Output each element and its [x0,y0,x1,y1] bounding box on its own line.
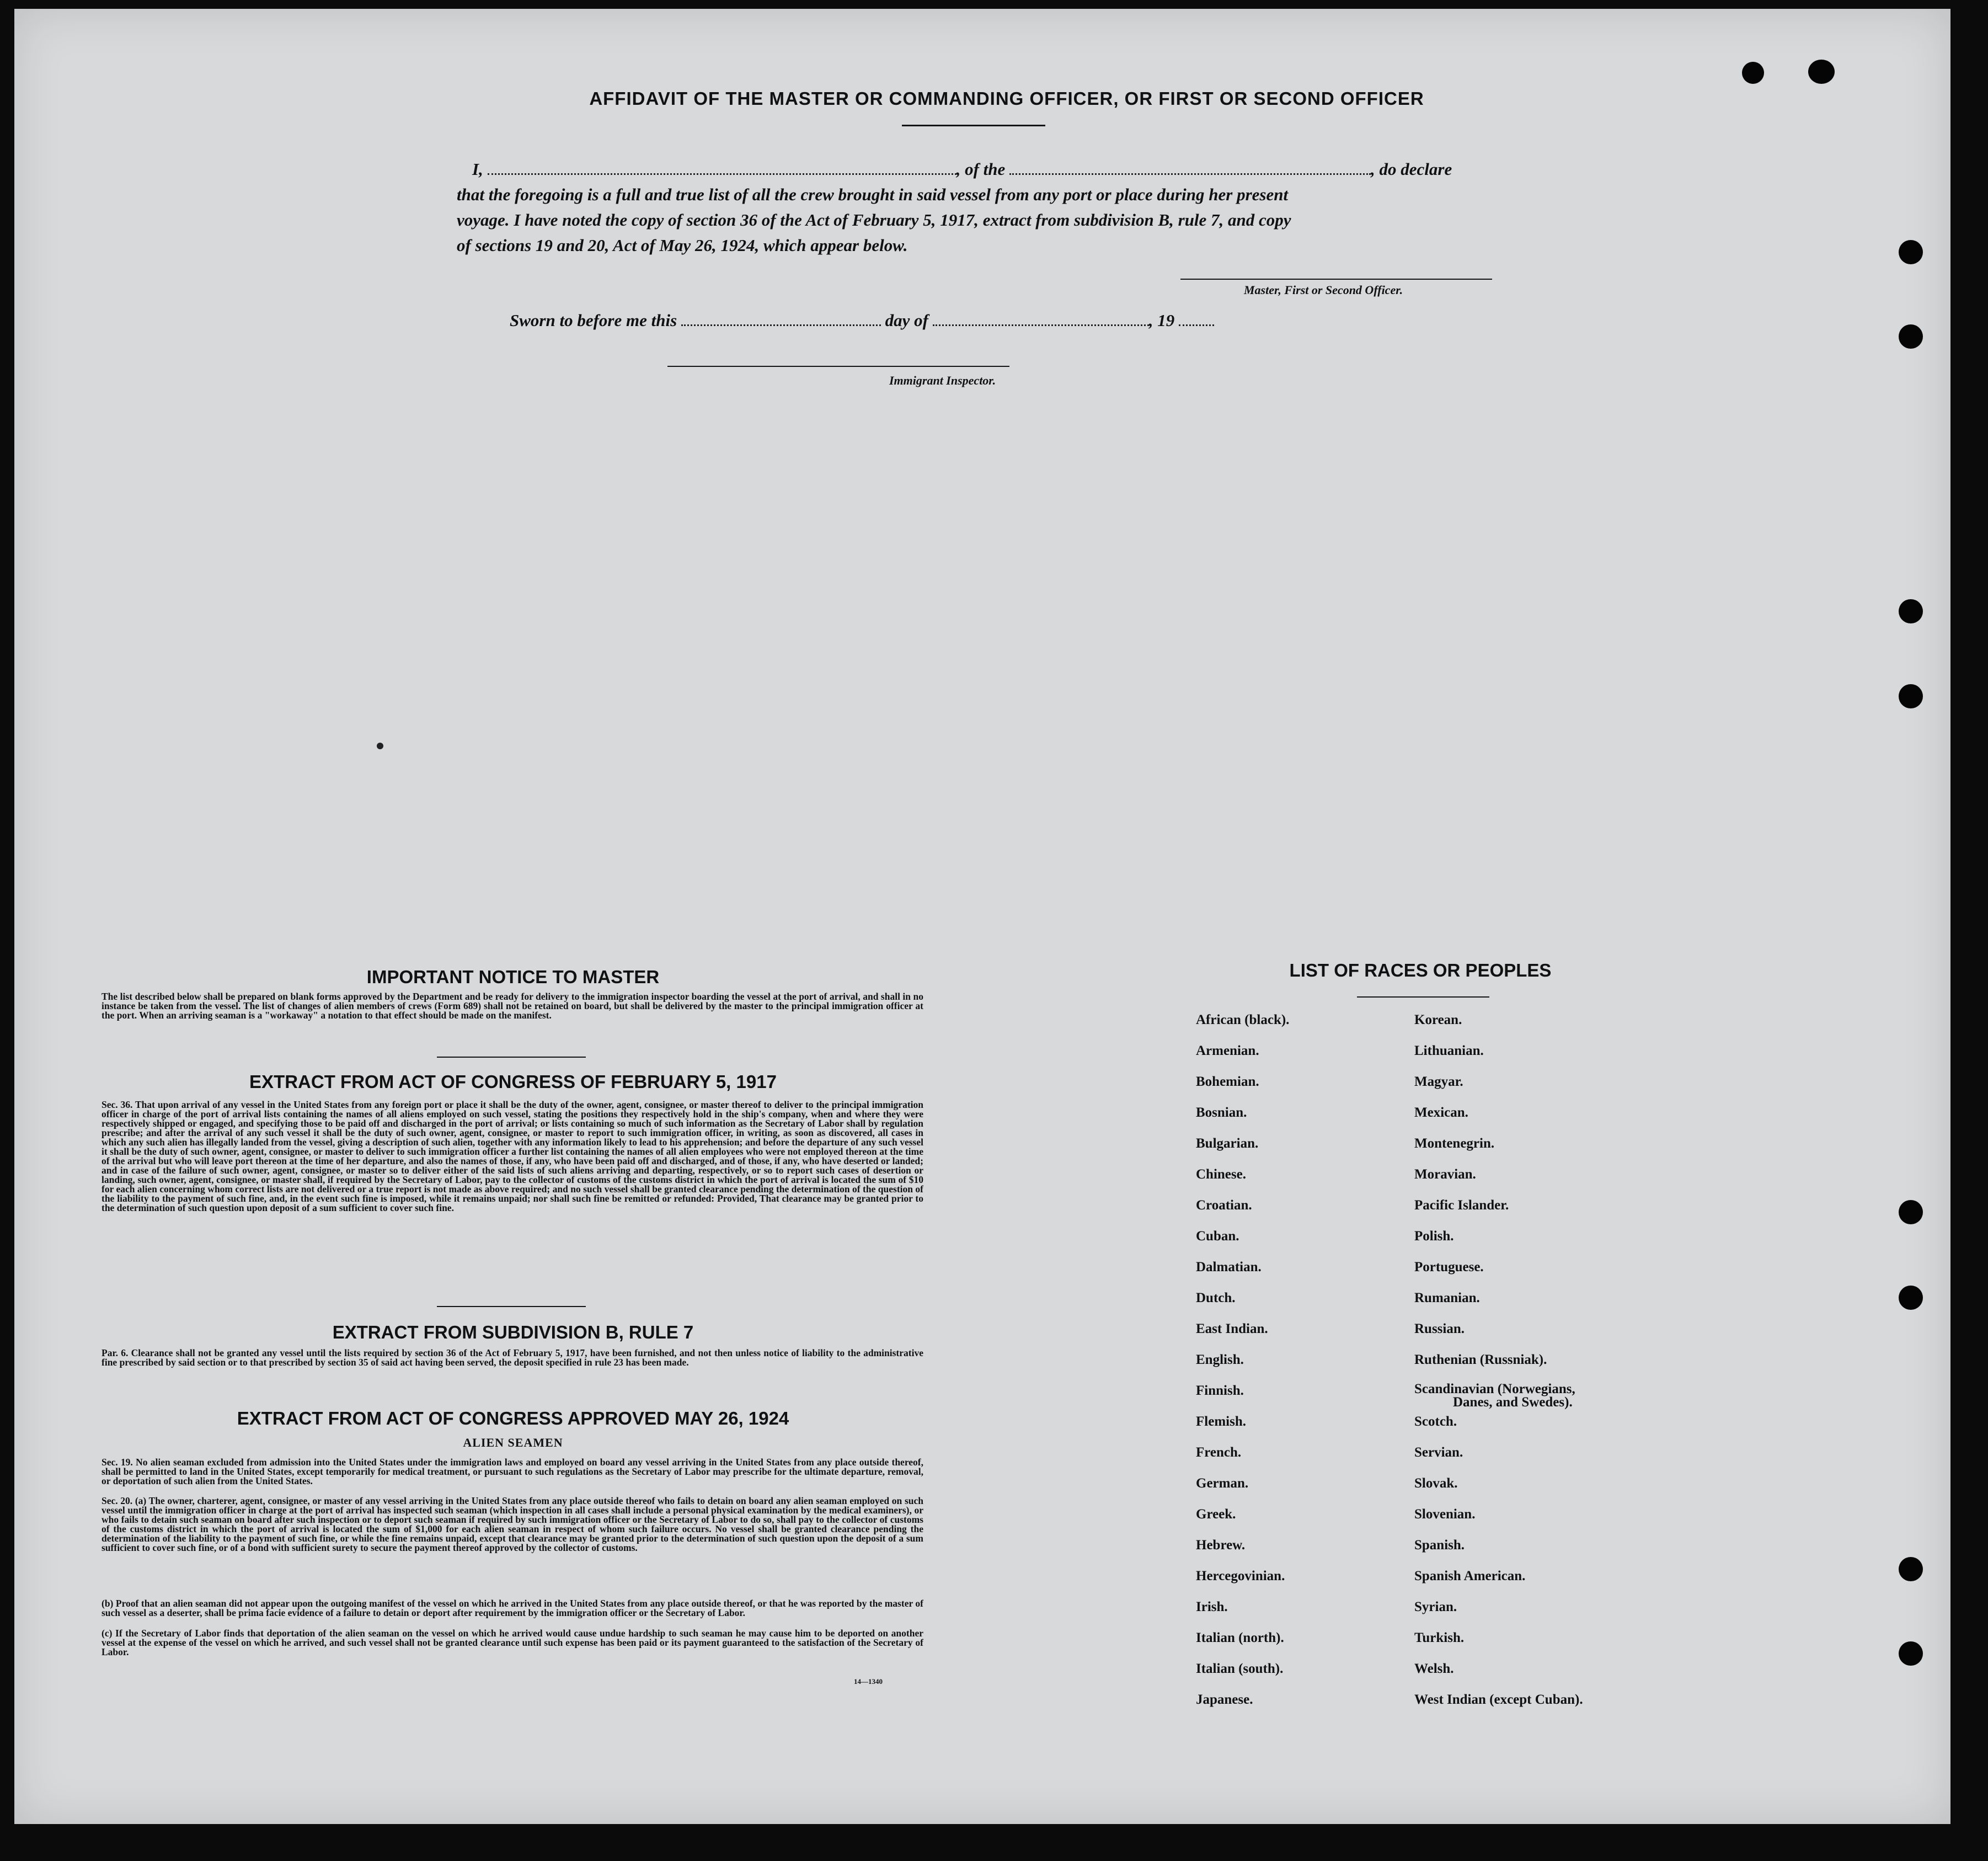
race-item: Montenegrin. [1414,1136,1495,1151]
sec-20a-text: Sec. 20. (a) The owner, charterer, agent, consignee, or master of any vessel arriving in the United States from any place outside thereof who fails to detain on board any alien seaman employed on such vessel until the immigration officer in charge at the port of arrival has inspected such seaman (which inspection in all cases shall include a personal physical examination by the medical examiners), or who fails to detain such seaman on board after such inspection or to deport such seaman if required by such immigration officer or the Secretary of Labor to do so, shall pay to the collector of customs of the customs district in which the port of arrival is located the sum of $1,000 for each alien seaman in respect of whom such failure occurs. No vessel shall be granted clearance pending the determination of the liability to the payment of such fine, or while the fine remains unpaid, except that clearance may be granted prior to the determination of such question upon the deposit of a sum sufficient to cover such fine, or of a bond with sufficient surety to secure the payment thereof approved by the collector of customs. [101,1495,923,1553]
race-item: English. [1196,1352,1244,1367]
subdivision-title: EXTRACT FROM SUBDIVISION B, RULE 7 [332,1322,694,1342]
affidavit-line-4: of sections 19 and 20, Act of May 26, 1924, which appear below. [457,236,908,255]
punch-hole [1899,1641,1923,1666]
notice-title: IMPORTANT NOTICE TO MASTER [366,967,660,987]
race-item: Pacific Islander. [1414,1198,1509,1213]
race-item: Hebrew. [1196,1538,1246,1553]
race-item: Bulgarian. [1196,1136,1259,1151]
race-item: Slovenian. [1414,1507,1476,1522]
race-item: Finnish. [1196,1383,1244,1398]
race-item: Italian (north). [1196,1630,1284,1645]
alien-seamen-subhead: ALIEN SEAMEN [463,1436,563,1449]
punch-hole [1899,1557,1923,1581]
race-item: Japanese. [1196,1692,1253,1707]
race-item: Spanish American. [1414,1569,1526,1583]
race-item: Magyar. [1414,1074,1463,1089]
punch-hole [1899,324,1923,349]
affidavit-title: AFFIDAVIT OF THE MASTER OR COMMANDING OFFICER, OR FIRST OR SECOND OFFICER [589,88,1424,109]
race-item: Slovak. [1414,1476,1458,1491]
extract-1917-text: Sec. 36. That upon arrival of any vessel in the United States from any foreign port or place it shall be the duty of the owner, agent, consignee, or master thereof to deliver to the principal immigration officer in charge of the port of arrival lists containing the names of all aliens employed on such vessel, stating the positions they respectively hold in the ship's company, when and where they were respectively shipped or engaged, and specifying those to be paid off and discharged in the port of arrival; or lists containing so much of such information as the Secretary of Labor shall by regulation prescribe; and after the arrival of any such vessel it shall be the duty of such owner, agent, consignee, or master to report to such immigration officer, in writing, as soon as discovered, all cases in which any such alien has illegally landed from the vessel, giving a description of such alien, together with any information likely to lead to his apprehension; and before the departure of any such vessel it shall be the duty of such owner, agent, consignee, or master to deliver to such immigration officer a further list containing the names of all alien employees who were not employed thereon at the time of the arrival but who will leave port thereon at the time of her departure, and also the names of those, if any, who have been paid off and discharged, and of those, if any, who have deserted or landed; and in case of the failure of such owner, agent, consignee, or master so to deliver either of the said lists of such aliens arriving and departing, respectively, or so to report such cases of desertion or landing, such owner, agent, consignee, or master shall, if required by the Secretary of Labor, pay to the collector of customs of the customs district in which the port of arrival is located the sum of $10 for each alien concerning whom correct lists are not delivered or a true report is not made as above required; and no such vessel shall be granted clearance pending the determination of the question of the liability to the payment of such fine, and, in the event such fine is imposed, while it remains unpaid; nor shall such fine be remitted or refunded: Provided, That clearance may be granted prior to the determination of such question upon deposit of a sum sufficient to cover such fine. [101,1099,923,1213]
race-item: Mexican. [1414,1105,1468,1120]
master-signature-line[interactable] [1180,279,1492,280]
race-item: Armenian. [1196,1043,1259,1058]
race-item: Portuguese. [1414,1260,1484,1275]
punch-hole [1899,1286,1923,1310]
sec-19-text: Sec. 19. No alien seaman excluded from admission into the United States under the immigration laws and employed on board any vessel arriving in the United States from any place outside thereof, shall be permitted to land in the United States, except temporarily for medical treatment, or pursuant to such regulations as the Secretary of Labor may prescribe for the ultimate departure, removal, or deportation of such alien from the United States. [101,1457,923,1486]
month-blank[interactable] [933,309,1149,326]
race-item: Servian. [1414,1445,1463,1460]
race-item: Korean. [1414,1012,1462,1027]
race-item: Irish. [1196,1599,1228,1614]
extract-1917-title: EXTRACT FROM ACT OF CONGRESS OF FEBRUARY 5, 1917 [249,1071,777,1092]
form-number: 14—1340 [854,1677,883,1686]
affidavit-line-3: voyage. I have noted the copy of section 36 of the Act of February 5, 1917, extract from subdivision B, rule 7, and copy [457,210,1291,230]
race-item: Lithuanian. [1414,1043,1484,1058]
affidavit-declare: , do declare [1371,159,1452,179]
races-underline [1357,996,1489,998]
races-title: LIST OF RACES OR PEOPLES [1289,960,1552,980]
sworn-label: Sworn to before me this [510,311,677,330]
sec-20b-text: (b) Proof that an alien seaman did not appear upon the outgoing manifest of the vessel on which he arrived in the United States from any place outside thereof, or that he was reported by the master of such vessel as a deserter, shall be prima facie evidence of a failure to detain or deport after requirement by the immigration officer or the Secretary of Labor. [101,1598,923,1618]
name-blank[interactable] [488,158,956,175]
race-item: Cuban. [1196,1229,1239,1244]
ink-speck [377,743,383,749]
race-item: Scotch. [1414,1414,1457,1429]
inspector-signature-line[interactable] [667,366,1009,367]
race-item: Croatian. [1196,1198,1252,1213]
race-item: Bosnian. [1196,1105,1247,1120]
notice-text: The list described below shall be prepared on blank forms approved by the Department and be ready for delivery to the immigration inspector boarding the vessel at the port of arrival, and shall in no instance be taken from the vessel. The list of changes of alien members of crews (Form 689) shall not be retained on board, but shall be delivered by the master to the principal immigration officer at the port. When an arriving seaman is a "workaway" a notation to that effect should be made on the manifest. [101,991,923,1021]
race-item: Dutch. [1196,1291,1236,1305]
races-left-column [1196,1012,1406,1723]
race-item: Chinese. [1196,1167,1246,1182]
race-item: German. [1196,1476,1249,1491]
races-right-column [1414,1012,1657,1723]
race-item-continuation: Danes, and Swedes). [1453,1395,1573,1410]
race-item: Spanish. [1414,1538,1465,1553]
race-item: Syrian. [1414,1599,1457,1614]
race-item: Russian. [1414,1321,1465,1336]
punch-hole [1899,599,1923,623]
punch-hole [1899,684,1923,708]
subdivision-text: Par. 6. Clearance shall not be granted any vessel until the lists required by section 36 of the Act of February 5, 1917, have been furnished, and not then unless notice of liability to the administrative fine prescribed by said section or to that prescribed by section 35 of said act having been served, the deposit specified in rule 23 has been made. [101,1347,923,1368]
race-item: Flemish. [1196,1414,1246,1429]
race-item: Welsh. [1414,1661,1454,1676]
race-item: Greek. [1196,1507,1236,1522]
sworn-date-blank[interactable] [681,309,881,326]
title-underline [902,125,1045,126]
punch-hole [1742,62,1764,84]
race-item: Scandinavian (Norwegians, [1414,1382,1575,1396]
affidavit-line-2: that the foregoing is a full and true list of all the crew brought in said vessel from any port or place during her present [457,185,1289,204]
day-of-label: day of [885,311,928,330]
sec-20c-text: (c) If the Secretary of Labor finds that deportation of the alien seaman on the vessel on which he arrived would cause undue hardship to such seaman he may cause him to be deported on another vessel at the expense of the vessel on which he arrived, and such vessel shall not be granted clearance until such expense has been paid or its payment guaranteed to the satisfaction of the Secretary of Labor. [101,1628,923,1657]
race-item: French. [1196,1445,1242,1460]
extract-1924-title: EXTRACT FROM ACT OF CONGRESS APPROVED MAY 26, 1924 [237,1408,789,1428]
divider [437,1057,586,1058]
punch-hole [1899,1200,1923,1224]
race-item: Rumanian. [1414,1291,1480,1305]
affidavit-i: I, [472,159,483,179]
inspector-caption: Immigrant Inspector. [889,374,996,387]
year-blank[interactable] [1179,309,1214,326]
punch-hole [1899,240,1923,264]
race-item: Ruthenian (Russniak). [1414,1352,1547,1367]
sworn-line [510,308,1282,333]
race-item-scandinavian [1414,1383,1657,1414]
divider [437,1306,586,1307]
master-caption: Master, First or Second Officer. [1244,283,1403,297]
race-item: Hercegovinian. [1196,1569,1285,1583]
race-item: Polish. [1414,1229,1454,1244]
vessel-blank[interactable] [1009,158,1371,175]
race-item: Turkish. [1414,1630,1465,1645]
year-label: , 19 [1148,311,1175,330]
race-item: Bohemian. [1196,1074,1259,1089]
race-item: Italian (south). [1196,1661,1284,1676]
race-item: African (black). [1196,1012,1290,1027]
affidavit-line-1 [472,157,1531,182]
punch-hole [1808,60,1835,84]
race-item: Moravian. [1414,1167,1476,1182]
race-item: East Indian. [1196,1321,1268,1336]
affidavit-of-the: , of the [956,159,1006,179]
race-item: Dalmatian. [1196,1260,1262,1275]
race-item: West Indian (except Cuban). [1414,1692,1583,1707]
